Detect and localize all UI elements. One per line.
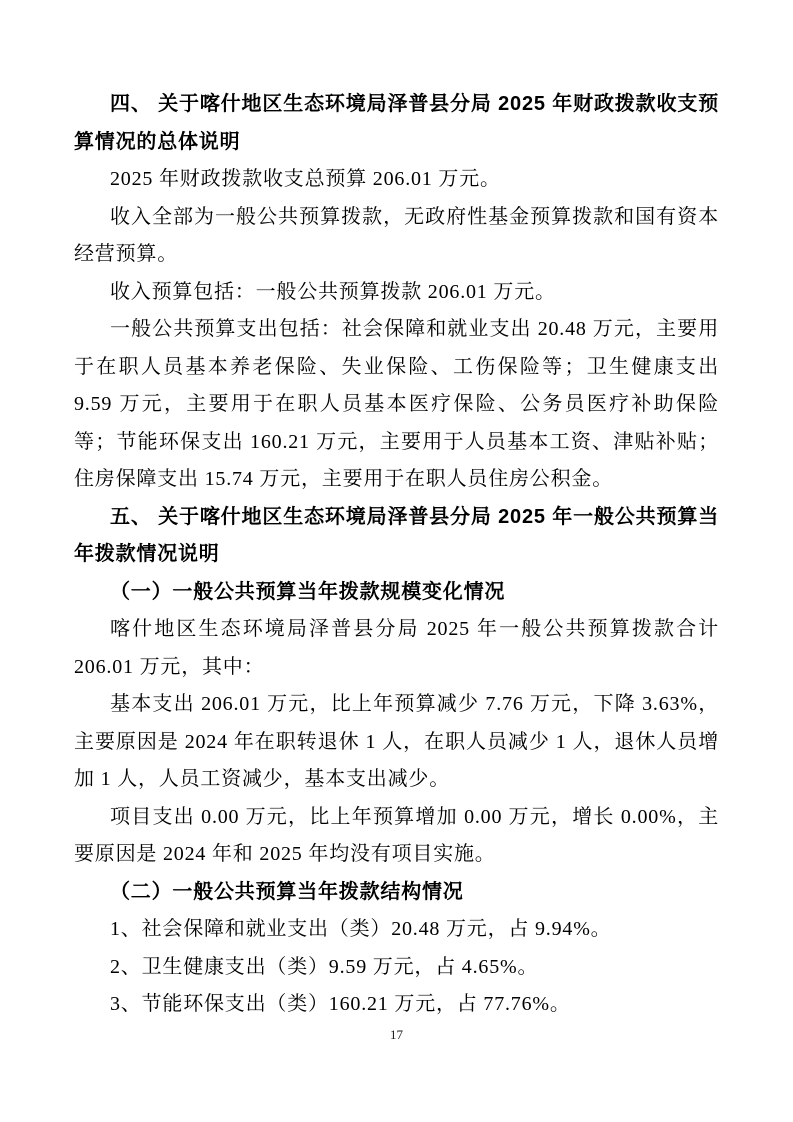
list-item-health: 2、卫生健康支出（类）9.59 万元，占 4.65%。 bbox=[110, 955, 539, 978]
page-number: 17 bbox=[390, 1027, 403, 1042]
list-item-environment: 3、节能环保支出（类）160.21 万元，占 77.76%。 bbox=[110, 993, 571, 1015]
subsection-1-heading: （一）一般公共预算当年拨款规模变化情况 bbox=[110, 580, 506, 603]
document-content bbox=[74, 86, 719, 1024]
paragraph-project-expenditure: 项目支出 0.00 万元，比上年预算增加 0.00 万元，增长 0.00%，主要原因是 2024 年和 2025 年均没有项目实施。 bbox=[74, 805, 719, 865]
paragraph-income-source: 收入全部为一般公共预算拨款，无政府性基金预算拨款和国有资本经营预算。 bbox=[74, 205, 719, 265]
paragraph-total-budget: 2025 年财政拨款收支总预算 206.01 万元。 bbox=[110, 168, 501, 190]
paragraph-basic-expenditure: 基本支出 206.01 万元，比上年预算减少 7.76 万元，下降 3.63%，主要原因是 2024 年在职转退休 1 人，在职人员减少 1 人，退休人员增加 1 人，人员工资减少，基本支出减少。 bbox=[74, 693, 719, 790]
paragraph-income-budget: 收入预算包括：一般公共预算拨款 206.01 万元。 bbox=[110, 280, 556, 303]
paragraph-expenditure-detail: 一般公共预算支出包括：社会保障和就业支出 20.48 万元，主要用于在职人员基本养老保险、失业保险、工伤保险等；卫生健康支出 9.59 万元，主要用于在职人员基本医疗保险、公务员医疗补助保险等；节能环保支出 160.21 万元，主要用于人员基本工资、津贴补贴；住房保障支出 15.74 万元，主要用于在职人员住房公积金。 bbox=[74, 318, 719, 490]
subsection-2-heading: （二）一般公共预算当年拨款结构情况 bbox=[110, 880, 464, 903]
paragraph-allocation-total: 喀什地区生态环境局泽普县分局 2025 年一般公共预算拨款合计 206.01 万元，其中： bbox=[74, 618, 719, 678]
section-4-heading: 四、 关于喀什地区生态环境局泽普县分局 2025 年财政拨款收支预算情况的总体说明 bbox=[74, 93, 719, 153]
section-5-heading: 五、 关于喀什地区生态环境局泽普县分局 2025 年一般公共预算当年拨款情况说明 bbox=[74, 505, 719, 565]
list-item-social-security: 1、社会保障和就业支出（类）20.48 万元，占 9.94%。 bbox=[110, 918, 612, 940]
